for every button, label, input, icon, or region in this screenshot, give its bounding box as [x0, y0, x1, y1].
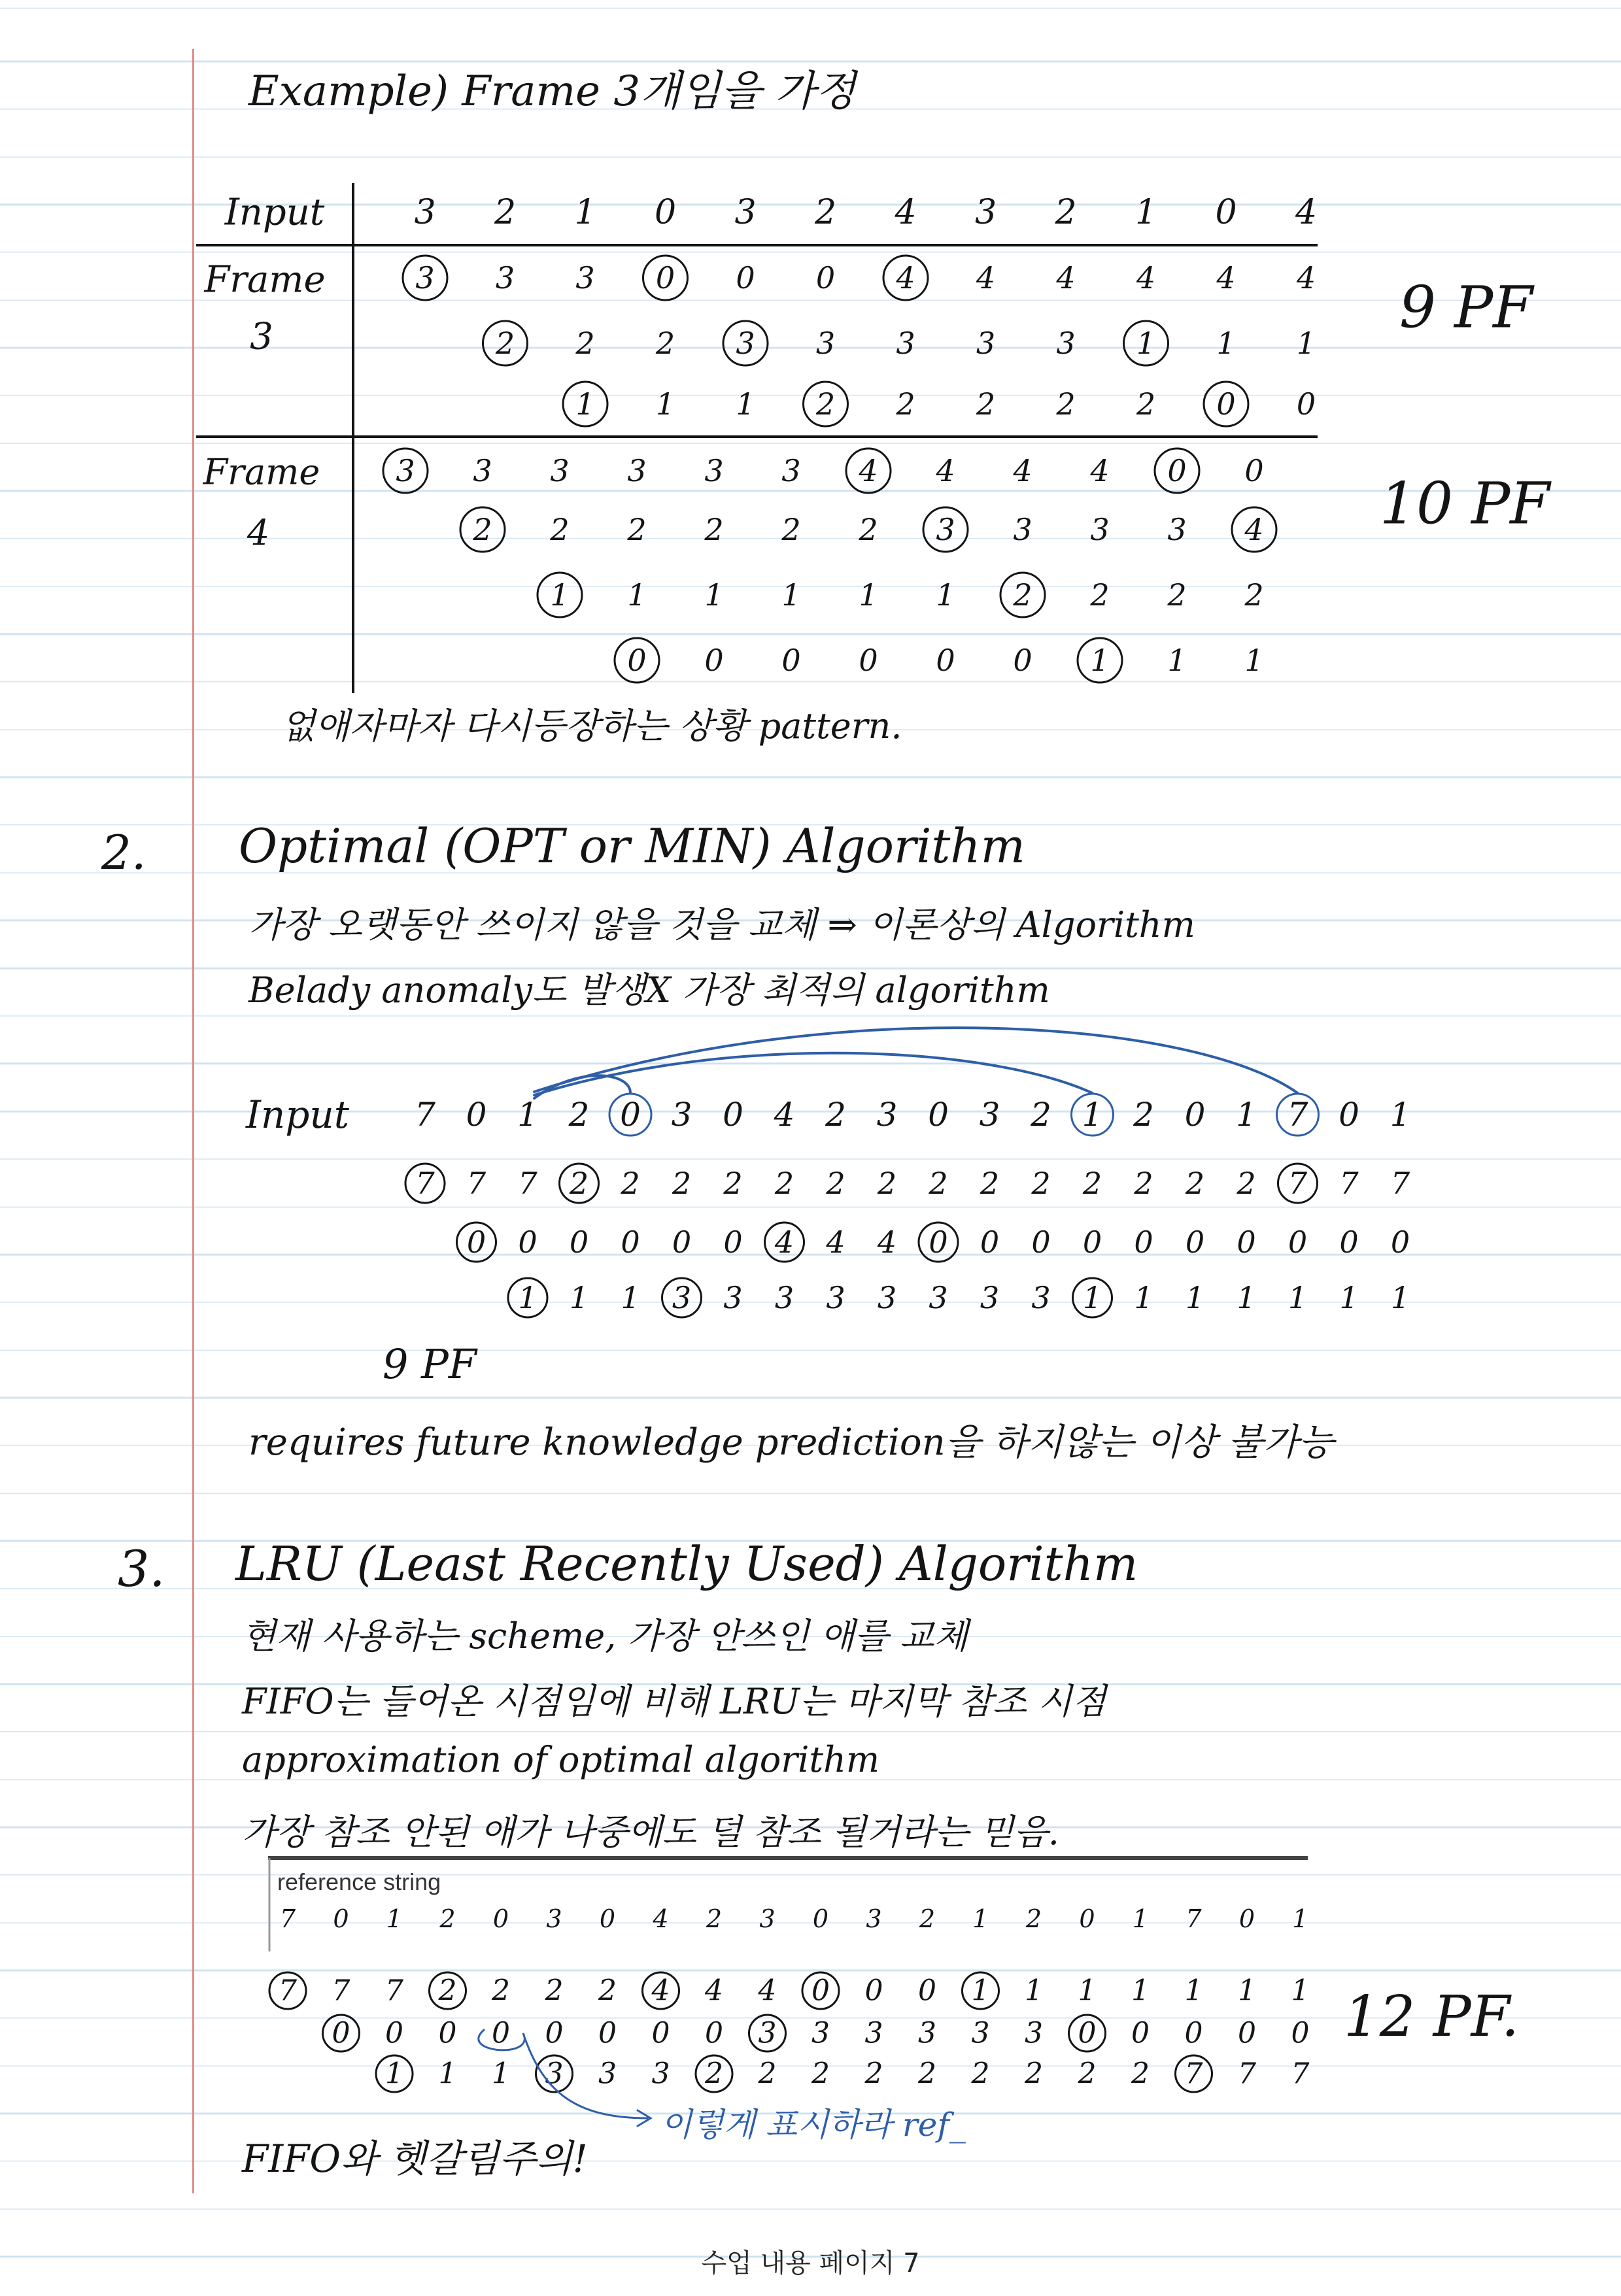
lru-cell: 7	[332, 1974, 350, 2008]
frame3-cell: 0	[736, 260, 755, 295]
fifo-input-value: 1	[1135, 193, 1157, 232]
optimal-input-value: 7	[415, 1096, 435, 1134]
optimal-cell: 1	[1237, 1280, 1256, 1315]
reference-string-value: 0	[812, 1904, 829, 1933]
lru-cell: 1	[1025, 1974, 1043, 2008]
optimal-cell: 3	[672, 1280, 692, 1315]
fifo-input-value: 4	[1295, 193, 1318, 232]
frame4-cell: 3	[396, 453, 415, 488]
reference-string-value: 7	[1186, 1904, 1202, 1933]
fifo-input-value: 1	[574, 193, 596, 232]
lookahead-arc-long	[534, 1028, 1298, 1093]
reference-string-value: 1	[1292, 1904, 1308, 1933]
frame4-cell: 4	[1244, 512, 1264, 547]
frame3-cell: 3	[896, 326, 915, 361]
frame3-cell: 1	[1136, 326, 1156, 361]
frame4-cell: 0	[936, 643, 955, 678]
optimal-cell: 7	[518, 1166, 537, 1201]
frame4-cell: 1	[1244, 643, 1264, 678]
optimal-cell: 2	[826, 1166, 845, 1201]
frame4-cell: 1	[1167, 643, 1187, 678]
frame3-cell: 2	[495, 326, 515, 361]
lru-annotation: 이렇게 표시하라 ref_	[660, 2106, 966, 2144]
fifo-input-value: 0	[654, 193, 677, 232]
frame4-cell: 4	[859, 453, 878, 488]
optimal-cell: 2	[1185, 1166, 1205, 1201]
frame4-cell: 3	[1013, 512, 1032, 547]
fifo-input-label: Input	[224, 191, 325, 234]
optimal-input-label: Input	[245, 1092, 350, 1137]
optimal-cell: 7	[1339, 1166, 1359, 1201]
fifo-input-value: 3	[734, 193, 757, 232]
reference-string-value: 7	[279, 1904, 296, 1933]
lru-cell: 4	[705, 1974, 723, 2008]
optimal-cell: 1	[1288, 1280, 1308, 1315]
optimal-cell: 0	[1082, 1224, 1102, 1260]
optimal-input-value: 2	[825, 1096, 846, 1134]
lru-line-4: 가장 참조 안된 애가 나중에도 덜 참조 될거라는 믿음.	[242, 1812, 1059, 1853]
frame4-cell: 0	[781, 643, 801, 678]
frame4-cell: 1	[859, 577, 878, 613]
frame3-cell: 0	[655, 260, 675, 295]
optimal-pf-count: 9 PF	[383, 1340, 477, 1388]
frame4-number: 4	[247, 512, 270, 554]
optimal-cell: 4	[877, 1224, 897, 1260]
optimal-line-2: Belady anomaly도 발생X 가장 최적의 algorithm	[248, 970, 1050, 1011]
optimal-cell: 0	[621, 1224, 640, 1260]
optimal-cell: 0	[1390, 1224, 1410, 1260]
lru-cell: 3	[971, 2016, 990, 2050]
lru-cell: 4	[758, 1974, 777, 2008]
reference-string-value: 3	[759, 1904, 776, 1933]
lru-cell: 1	[1131, 1974, 1150, 2008]
frame4-cell: 1	[1090, 643, 1110, 678]
frame3-cell: 4	[896, 260, 915, 295]
frame3-cell: 1	[575, 386, 595, 422]
optimal-cell: 2	[1237, 1166, 1256, 1201]
optimal-cell: 3	[929, 1280, 948, 1315]
lru-cell: 0	[705, 2016, 723, 2050]
optimal-cell: 0	[1031, 1224, 1051, 1260]
lru-cell: 2	[545, 1974, 564, 2008]
reference-string-value: 2	[439, 1904, 456, 1933]
optimal-cell: 0	[1134, 1224, 1153, 1260]
lru-cell: 7	[1184, 2057, 1203, 2091]
reference-string-value: 0	[1079, 1904, 1095, 1933]
fifo-input-value: 2	[1055, 193, 1077, 232]
frame3-cell: 4	[976, 260, 996, 295]
lru-cell: 0	[438, 2016, 457, 2050]
optimal-cell: 0	[1288, 1224, 1308, 1260]
optimal-cell: 1	[1134, 1280, 1153, 1315]
frame4-cell: 3	[781, 453, 801, 488]
lru-cell: 1	[438, 2057, 457, 2091]
optimal-cell: 0	[723, 1224, 743, 1260]
optimal-cell: 7	[466, 1166, 486, 1201]
lru-cell: 2	[1131, 2057, 1150, 2091]
optimal-cell: 0	[1339, 1224, 1359, 1260]
frame3-cell: 3	[1056, 326, 1076, 361]
example-title: Example) Frame 3개임을 가정	[248, 67, 856, 116]
lru-cell: 2	[971, 2057, 990, 2091]
optimal-cell: 7	[1390, 1166, 1410, 1201]
lru-line-2: FIFO는 들어온 시점임에 비해 LRU는 마지막 참조 시점	[242, 1681, 1106, 1722]
lru-cell: 1	[1238, 1974, 1256, 2008]
frame4-cell: 1	[936, 577, 955, 613]
frame3-cell: 2	[1056, 386, 1076, 422]
lru-cell: 3	[598, 2057, 617, 2091]
frame4-cell: 2	[1090, 577, 1110, 613]
optimal-cell: 3	[980, 1280, 1000, 1315]
frame3-cell: 2	[655, 326, 675, 361]
lru-cell: 0	[545, 2016, 564, 2050]
optimal-cell: 3	[1031, 1280, 1051, 1315]
frame4-cell: 0	[1013, 643, 1032, 678]
lru-cell: 0	[811, 1974, 830, 2008]
fifo-input-value: 3	[414, 193, 436, 232]
lru-line-1: 현재 사용하는 scheme, 가장 안쓰인 애를 교체	[242, 1615, 968, 1657]
section-number-2: 2.	[101, 825, 146, 880]
frame4-cell: 4	[936, 453, 955, 488]
optimal-cell: 1	[1339, 1280, 1359, 1315]
optimal-cell: 4	[826, 1224, 845, 1260]
optimal-cell: 1	[621, 1280, 640, 1315]
lru-cell: 0	[1238, 2016, 1256, 2050]
lru-cell: 2	[1025, 2057, 1043, 2091]
frame3-cell: 2	[976, 386, 996, 422]
frame4-cell: 2	[1167, 577, 1187, 613]
frame4-cell: 2	[627, 512, 647, 547]
frame4-cell: 1	[704, 577, 724, 613]
optimal-input-value: 7	[1287, 1096, 1308, 1134]
optimal-input-value: 0	[620, 1096, 641, 1134]
lru-cell: 1	[492, 2057, 510, 2091]
frame4-cell: 3	[1090, 512, 1110, 547]
lookahead-arc-mid	[534, 1053, 1093, 1095]
frame4-cell: 1	[781, 577, 801, 613]
frame3-cell: 0	[1216, 386, 1236, 422]
frame4-label: Frame	[203, 451, 320, 493]
lru-cell: 2	[864, 2057, 883, 2091]
frame3-cell: 3	[736, 326, 755, 361]
lru-cell: 0	[385, 2016, 403, 2050]
optimal-input-value: 0	[723, 1096, 743, 1134]
frame4-pf-count: 10 PF	[1380, 469, 1550, 537]
reference-string-value: 3	[546, 1904, 562, 1933]
optimal-cell: 0	[1185, 1224, 1205, 1260]
frame3-cell: 4	[1296, 260, 1316, 295]
optimal-cell: 2	[621, 1166, 640, 1201]
lru-cell: 2	[598, 1974, 617, 2008]
reference-string-value: 2	[706, 1904, 723, 1933]
optimal-cell: 3	[774, 1280, 794, 1315]
page-footer: 수업 내용 페이지 7	[701, 2248, 920, 2278]
reference-string-value: 0	[492, 1904, 509, 1933]
lru-cell: 1	[1078, 1974, 1097, 2008]
optimal-cell: 4	[774, 1224, 794, 1260]
lru-cell: 0	[864, 1974, 883, 2008]
lru-cell: 7	[1238, 2057, 1256, 2091]
optimal-input-value: 2	[1031, 1096, 1051, 1134]
frame4-cell: 0	[1167, 453, 1187, 488]
optimal-cell: 0	[569, 1224, 589, 1260]
lru-cell: 1	[385, 2057, 403, 2091]
optimal-input-value: 0	[466, 1096, 487, 1134]
lru-cell: 0	[1131, 2016, 1150, 2050]
lru-cell: 1	[1291, 1974, 1310, 2008]
reference-string-value: 0	[1238, 1904, 1255, 1933]
fifo-input-value: 4	[895, 193, 917, 232]
optimal-cell: 1	[1082, 1280, 1102, 1315]
lru-cell: 3	[545, 2057, 564, 2091]
lru-cell: 1	[1184, 1974, 1203, 2008]
frame4-cell: 4	[1090, 453, 1110, 488]
lru-cell: 0	[918, 1974, 936, 2008]
optimal-cell: 0	[518, 1224, 537, 1260]
frame3-pf-count: 9 PF	[1399, 273, 1533, 341]
lru-line-3: approximation of optimal algorithm	[242, 1739, 880, 1780]
reference-string-value: 3	[866, 1904, 882, 1933]
frame4-cell: 3	[704, 453, 724, 488]
lru-cell: 3	[811, 2016, 830, 2050]
optimal-cell: 2	[1031, 1166, 1051, 1201]
reference-string-value: 2	[919, 1904, 936, 1933]
optimal-input-value: 3	[979, 1096, 1000, 1134]
optimal-input-value: 2	[1133, 1096, 1154, 1134]
optimal-heading: Optimal (OPT or MIN) Algorithm	[239, 819, 1025, 873]
frame3-cell: 4	[1216, 260, 1236, 295]
frame4-cell: 3	[550, 453, 570, 488]
lru-cell: 2	[811, 2057, 830, 2091]
optimal-line-1: 가장 오랫동안 쓰이지 않을 것을 교체 ⇒ 이론상의 Algorithm	[248, 904, 1195, 945]
optimal-input-value: 1	[517, 1096, 538, 1134]
frame3-cell: 3	[815, 326, 836, 361]
optimal-cell: 2	[723, 1166, 743, 1201]
frame3-cell: 4	[1056, 260, 1076, 295]
optimal-cell: 1	[1390, 1280, 1410, 1315]
lru-cell: 0	[598, 2016, 617, 2050]
lru-cell: 0	[651, 2016, 670, 2050]
frame3-number: 3	[250, 315, 273, 358]
frame3-cell: 4	[1136, 260, 1156, 295]
section-number-3: 3.	[118, 1540, 165, 1598]
fifo-input-value: 2	[814, 193, 837, 232]
lru-cell: 3	[864, 2016, 883, 2050]
optimal-cell: 2	[980, 1166, 1000, 1201]
reference-string-value: 0	[333, 1904, 349, 1933]
optimal-note: requires future knowledge prediction을 하지않는 이상 불가능	[248, 1421, 1335, 1464]
lru-cell: 2	[438, 1974, 457, 2008]
frame4-cell: 4	[1013, 453, 1032, 488]
lru-cell: 2	[492, 1974, 510, 2008]
frame3-cell: 2	[1136, 386, 1156, 422]
optimal-input-value: 1	[1236, 1096, 1257, 1134]
reference-string-value: 2	[1025, 1904, 1042, 1933]
frame3-cell: 2	[896, 386, 915, 422]
frame4-cell: 3	[936, 512, 955, 547]
optimal-cell: 2	[929, 1166, 948, 1201]
optimal-cell: 3	[877, 1280, 897, 1315]
optimal-input-value: 0	[1184, 1096, 1206, 1134]
frame4-cell: 3	[1167, 512, 1187, 547]
frame3-cell: 3	[976, 326, 996, 361]
frame3-cell: 1	[655, 386, 675, 422]
fifo-input-value: 2	[494, 193, 517, 232]
lru-cell: 0	[332, 2016, 350, 2050]
optimal-cell: 0	[929, 1224, 948, 1260]
optimal-input-value: 2	[568, 1096, 590, 1134]
reference-string-value: 4	[653, 1904, 669, 1933]
lru-cell: 3	[651, 2057, 670, 2091]
frame4-cell: 2	[550, 512, 570, 547]
reference-string-value: 1	[1132, 1904, 1149, 1933]
frame4-cell: 2	[1013, 577, 1032, 613]
optimal-cell: 2	[877, 1166, 897, 1201]
lru-cell: 2	[705, 2057, 723, 2091]
optimal-cell: 1	[1185, 1280, 1205, 1315]
frame4-cell: 0	[1244, 453, 1264, 488]
lru-cell: 4	[651, 1974, 670, 2008]
optimal-input-value: 4	[774, 1096, 795, 1134]
frame3-cell: 3	[415, 260, 435, 295]
optimal-cell: 1	[518, 1280, 537, 1315]
lru-cell: 2	[1078, 2057, 1097, 2091]
lru-cell: 7	[385, 1974, 403, 2008]
optimal-cell: 0	[980, 1224, 1000, 1260]
lru-cell: 0	[1291, 2016, 1310, 2050]
frame3-cell: 2	[575, 326, 595, 361]
lru-cell: 1	[971, 1974, 990, 2008]
optimal-cell: 0	[1237, 1224, 1256, 1260]
optimal-cell: 7	[415, 1166, 435, 1201]
optimal-input-value: 0	[1339, 1096, 1359, 1134]
lru-cell: 2	[918, 2057, 936, 2091]
frame4-cell: 2	[781, 512, 801, 547]
lru-cell: 2	[758, 2057, 777, 2091]
lru-heading: LRU (Least Recently Used) Algorithm	[235, 1536, 1138, 1591]
frame4-cell: 0	[704, 643, 724, 678]
frame4-cell: 3	[473, 453, 492, 488]
frame3-cell: 1	[1216, 326, 1236, 361]
frame3-cell: 2	[815, 386, 836, 422]
frame3-cell: 3	[575, 260, 595, 295]
frame3-cell: 3	[495, 260, 515, 295]
lru-cell: 7	[279, 1974, 297, 2008]
optimal-cell: 2	[774, 1166, 794, 1201]
optimal-cell: 2	[672, 1166, 692, 1201]
frame4-cell: 2	[859, 512, 878, 547]
optimal-cell: 0	[672, 1224, 692, 1260]
optimal-input-value: 0	[928, 1096, 949, 1134]
frame3-cell: 0	[1296, 386, 1316, 422]
lru-cell: 0	[1078, 2016, 1097, 2050]
frame3-cell: 1	[1296, 326, 1316, 361]
frame3-label: Frame	[204, 258, 326, 301]
frame4-cell: 2	[473, 512, 492, 547]
frame4-cell: 3	[627, 453, 647, 488]
optimal-cell: 1	[569, 1280, 589, 1315]
frame4-cell: 2	[704, 512, 724, 547]
fifo-note: 없애자마자 다시등장하는 상황 pattern.	[281, 705, 902, 747]
frame4-cell: 2	[1244, 577, 1264, 613]
optimal-cell: 2	[569, 1166, 589, 1201]
optimal-cell: 2	[1082, 1166, 1102, 1201]
optimal-input-value: 1	[1390, 1096, 1411, 1134]
optimal-input-value: 3	[876, 1096, 898, 1134]
lru-cell: 3	[918, 2016, 936, 2050]
optimal-input-value: 3	[671, 1096, 692, 1134]
frame4-cell: 1	[550, 577, 570, 613]
reference-string-value: 0	[599, 1904, 616, 1933]
lru-cell: 0	[492, 2016, 510, 2050]
frame3-cell: 0	[815, 260, 836, 295]
optimal-input-value: 1	[1082, 1096, 1103, 1134]
optimal-cell: 0	[466, 1224, 486, 1260]
lru-pf-count: 12 PF.	[1344, 1984, 1520, 2050]
lru-cell: 7	[1291, 2057, 1310, 2091]
frame4-cell: 0	[627, 643, 647, 678]
reference-string-value: 1	[972, 1904, 989, 1933]
lru-cell: 3	[758, 2016, 777, 2050]
optimal-cell: 2	[1134, 1166, 1153, 1201]
fifo-input-value: 3	[974, 193, 997, 232]
reference-string-label: reference string	[277, 1868, 441, 1895]
frame3-cell: 1	[736, 386, 755, 422]
reference-string-value: 1	[386, 1904, 403, 1933]
fifo-input-value: 0	[1215, 193, 1237, 232]
lru-cell: 0	[1184, 2016, 1203, 2050]
optimal-cell: 3	[723, 1280, 743, 1315]
optimal-cell: 7	[1288, 1166, 1308, 1201]
lru-cell: 3	[1025, 2016, 1043, 2050]
frame4-cell: 1	[627, 577, 647, 613]
optimal-cell: 3	[826, 1280, 845, 1315]
frame4-cell: 0	[859, 643, 878, 678]
lru-note: FIFO와 헷갈림주의!	[242, 2136, 588, 2181]
